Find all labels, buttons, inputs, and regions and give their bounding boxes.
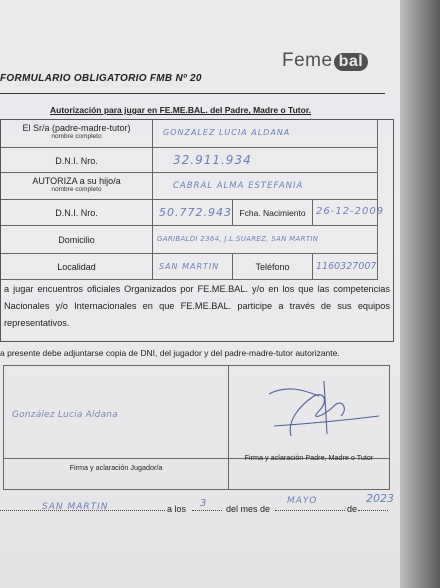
- birthdate-label-cell: [233, 200, 313, 226]
- month-value: MAYO: [287, 496, 318, 506]
- row-address-label: [1, 226, 153, 254]
- phone-value: 1160327007: [316, 261, 377, 272]
- child-dni-value: 50.772.943: [159, 206, 232, 219]
- parent-signature-area[interactable]: [229, 366, 389, 458]
- phone-field[interactable]: [313, 254, 378, 280]
- player-signature-area[interactable]: [4, 366, 228, 458]
- parent-dni-field[interactable]: [153, 148, 378, 173]
- player-handwritten-name: González Lucia Aldana: [12, 410, 118, 420]
- birthdate-label: Fcha. Nacimiento: [239, 208, 306, 218]
- form-subtitle: Autorización para jugar en FE.ME.BAL. del Padre, Madre o Tutor.: [50, 105, 312, 115]
- address-value: GARIBALDI 2364, J.L.SUAREZ, SAN MARTIN: [157, 235, 319, 243]
- parent-name-value: GONZALEZ LUCIA ALDANA: [163, 128, 291, 137]
- parent-label: El Sr/a (padre-madre-tutor): [22, 123, 131, 133]
- signature-table: [3, 365, 390, 490]
- address-field[interactable]: [153, 226, 378, 254]
- birthdate-field[interactable]: [313, 200, 385, 226]
- background-shadow: [400, 0, 440, 588]
- row-child-dni-label: [1, 200, 153, 226]
- logo-text: Feme: [282, 50, 333, 71]
- locality-value: SAN MARTIN: [159, 262, 220, 271]
- child-dni-label: D.N.I. Nro.: [55, 208, 98, 218]
- parent-dni-value: 32.911.934: [173, 153, 252, 167]
- title-divider: [0, 93, 385, 94]
- logo-badge: bal: [334, 53, 369, 71]
- dni-attachment-note: a presente debe adjuntarse copia de DNI, del jugador y del padre-madre-tutor autorizante.: [0, 348, 340, 358]
- child-name-value: CABRAL ALMA ESTEFANIA: [173, 181, 304, 191]
- day-value: 3: [200, 498, 208, 509]
- month-field[interactable]: [275, 510, 345, 511]
- address-label: Domicilio: [58, 235, 95, 245]
- row-parent-label: [1, 120, 153, 148]
- row-parent-dni-label: [1, 148, 153, 173]
- parent-dni-label: D.N.I. Nro.: [55, 156, 98, 166]
- child-label: AUTORIZA a su hijo/a: [32, 176, 121, 186]
- febal-logo: [282, 50, 368, 72]
- locality-label: Localidad: [57, 262, 96, 272]
- row-locality-label: [1, 254, 153, 280]
- row-child-label: [1, 173, 153, 200]
- parent-signature-scribble: [229, 366, 389, 458]
- child-dni-field[interactable]: [153, 200, 233, 226]
- date-text-a-los: a los: [167, 504, 187, 514]
- phone-label: Teléfono: [255, 262, 290, 272]
- parent-name-field[interactable]: [153, 120, 378, 148]
- date-text-de: de: [347, 504, 358, 514]
- child-name-field[interactable]: [153, 173, 378, 200]
- player-signature-label: Firma y aclaración Jugador/a: [69, 463, 163, 472]
- place-value: SAN MARTIN: [42, 502, 109, 512]
- year-field[interactable]: [358, 510, 388, 511]
- day-field[interactable]: [192, 510, 222, 511]
- locality-field[interactable]: [153, 254, 233, 280]
- parent-signature-label: Firma y aclaración Padre, Madre o Tutor: [244, 453, 374, 462]
- birthdate-value: 26-12-2009: [316, 206, 385, 217]
- year-value: 2023: [366, 492, 394, 505]
- authorization-paragraph: a jugar encuentros oficiales Organizados por FE.ME.BAL. y/o en los que las competencias Nacionales y/o Internacionales en que FE.ME.BAL. participe a través de sus equipos representativos.: [4, 284, 390, 328]
- date-text-del-mes: del mes de: [226, 504, 271, 514]
- form-title: FORMULARIO OBLIGATORIO FMB Nº 20: [0, 73, 202, 84]
- phone-label-cell: [233, 254, 313, 280]
- child-sublabel: nombre completo: [51, 186, 102, 193]
- parent-sublabel: nombre completo: [51, 133, 102, 140]
